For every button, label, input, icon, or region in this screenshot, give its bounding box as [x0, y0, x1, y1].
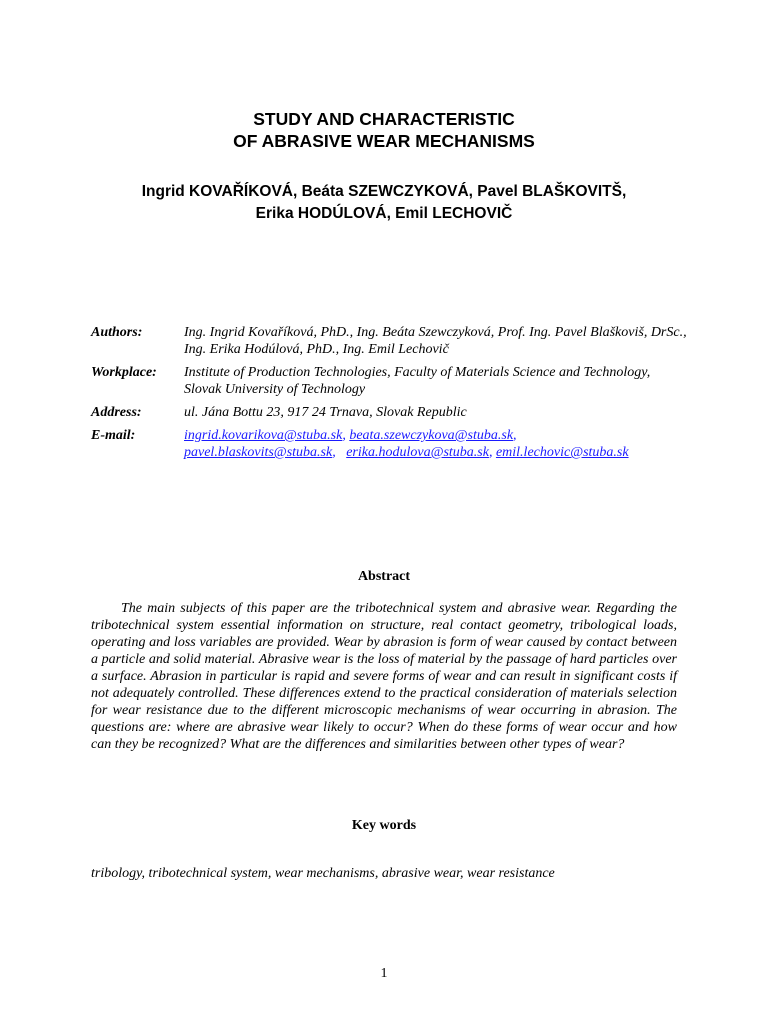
- email-list: ingrid.kovarikova@stuba.sk, beata.szewczykova@stuba.sk, pavel.blaskovits@stuba.sk, erika.hodulova@stuba.sk, emil.lechovic@stuba.sk: [184, 428, 629, 460]
- abstract-heading: Abstract: [357, 569, 411, 584]
- address-value: ul. Jána Bottu 23, 917 24 Trnava, Slovak Republic: [184, 405, 467, 420]
- author-list: [0, 181, 768, 225]
- email-link-szewczykova[interactable]: beata.szewczykova@stuba.sk: [349, 428, 514, 443]
- paper-title-line-2: OF ABRASIVE WEAR MECHANISMS: [233, 131, 535, 151]
- workplace-row: [91, 364, 691, 398]
- author-list-line-2: Erika HODÚLOVÁ, Emil LECHOVIČ: [255, 205, 513, 222]
- abstract-text: The main subjects of this paper are the tribotechnical system and abrasive wear. Regarding the tribotechnical system essential information on structure, real contact geometry, tribological loads, operating and loss variables are provided. Wear by abrasion is form of wear caused by contact between a particle and solid material. Abrasive wear is the loss of material by the passage of hard particles over a surface. Abrasion in particular is rapid and severe forms of wear and can result in significant costs if not adequately controlled. These differences extend to the practical consideration of materials selection for wear resistance due to the different microscopic mechanisms of wear occurring in abrasion. The questions are: where are abrasive wear likely to occur? When do these forms of wear occur and how can they be recognized? What are the differences and similarities between other types of wear?: [91, 601, 677, 752]
- email-row: [91, 427, 691, 461]
- workplace-label: Workplace:: [91, 365, 157, 380]
- authors-label: Authors:: [91, 325, 143, 340]
- author-metadata: [91, 324, 691, 467]
- paper-title-line-1: STUDY AND CHARACTERISTIC: [253, 109, 515, 129]
- authors-value: Ing. Ingrid Kovaříková, PhD., Ing. Beáta Szewczyková, Prof. Ing. Pavel Blaškoviš, DrSc., Ing. Erika Hodúlová, PhD., Ing. Emil Lechovič: [184, 325, 687, 357]
- author-list-line-1: Ingrid KOVAŘÍKOVÁ, Beáta SZEWCZYKOVÁ, Pavel BLAŠKOVITŠ,: [141, 183, 627, 200]
- keywords-text: tribology, tribotechnical system, wear mechanisms, abrasive wear, wear resistance: [91, 866, 555, 881]
- email-label: E-mail:: [91, 428, 136, 443]
- keywords-heading: Key words: [351, 818, 417, 833]
- email-link-hodulova[interactable]: erika.hodulova@stuba.sk: [346, 445, 489, 460]
- workplace-value: Institute of Production Technologies, Faculty of Materials Science and Technology, Slovak University of Technology: [184, 365, 651, 397]
- paper-title: [0, 108, 768, 152]
- page-number: 1: [380, 966, 388, 981]
- authors-row: [91, 324, 691, 358]
- address-row: [91, 404, 691, 421]
- address-label: Address:: [91, 405, 142, 420]
- email-link-lechovic[interactable]: emil.lechovic@stuba.sk: [495, 445, 629, 460]
- email-link-kovarikova[interactable]: ingrid.kovarikova@stuba.sk: [184, 428, 343, 443]
- email-link-blaskovits[interactable]: pavel.blaskovits@stuba.sk: [184, 445, 333, 460]
